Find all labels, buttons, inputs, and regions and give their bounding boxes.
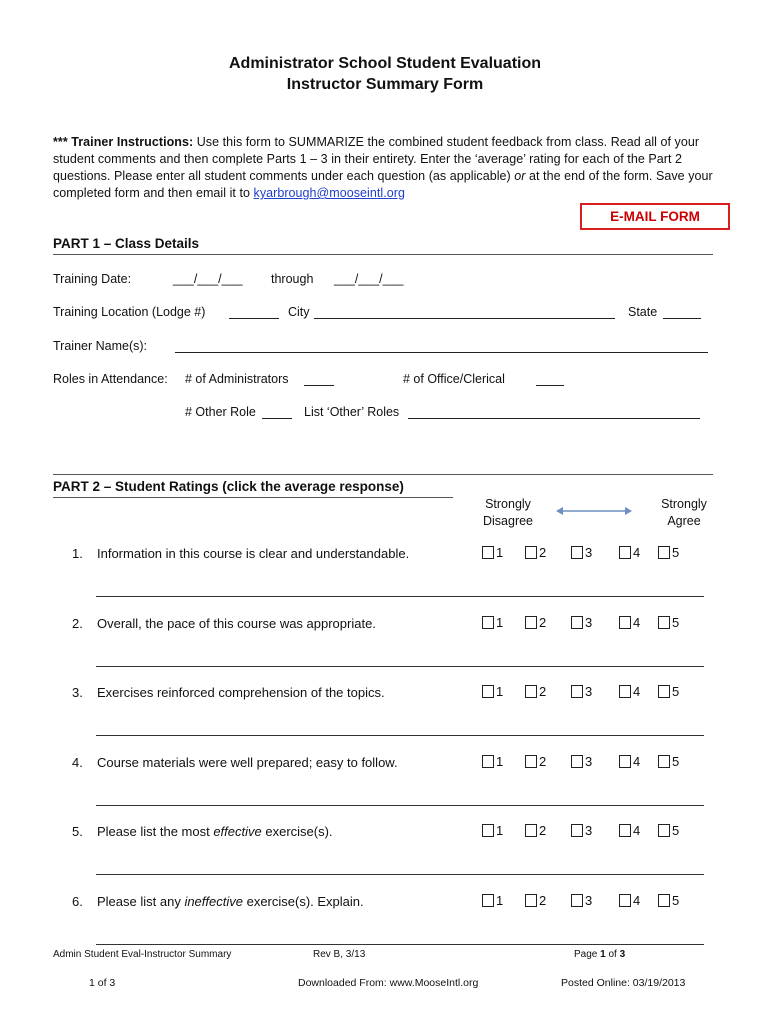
other-role-count-field[interactable] — [262, 406, 292, 422]
checkbox-icon[interactable] — [619, 824, 631, 837]
footer-page-total: 3 — [619, 949, 626, 960]
checkbox-icon[interactable] — [619, 685, 631, 698]
checkbox-icon[interactable] — [482, 685, 494, 698]
rating-option-label: 5 — [672, 545, 680, 560]
rating-option-3[interactable] — [571, 545, 592, 560]
city-field[interactable] — [314, 306, 615, 322]
rating-option-label: 1 — [496, 684, 504, 699]
comment-line[interactable] — [96, 666, 704, 667]
footer-posted-online: Posted Online: 03/19/2013 — [561, 977, 686, 989]
question-number: 1. — [72, 546, 83, 561]
checkbox-icon[interactable] — [525, 894, 537, 907]
rating-option-label: 1 — [496, 754, 504, 769]
lodge-number-field[interactable] — [229, 306, 279, 322]
question-text-main: Please list the most — [97, 824, 214, 839]
comment-line[interactable] — [96, 596, 704, 597]
list-other-roles-field[interactable] — [408, 406, 700, 422]
trainer-names-field[interactable] — [175, 340, 708, 356]
rating-option-3[interactable] — [571, 754, 592, 769]
checkbox-icon[interactable] — [571, 685, 583, 698]
scale-disagree-label — [470, 496, 546, 530]
rating-option-label: 4 — [633, 684, 641, 699]
rating-option-1[interactable] — [482, 545, 503, 560]
rating-option-5[interactable] — [658, 545, 679, 560]
instructions-or: or — [514, 169, 526, 183]
training-date-label: Training Date: — [53, 272, 132, 286]
rating-option-label: 4 — [633, 754, 641, 769]
checkbox-icon[interactable] — [571, 755, 583, 768]
comment-line[interactable] — [96, 874, 704, 875]
checkbox-icon[interactable] — [619, 894, 631, 907]
question-text — [97, 546, 409, 561]
footer-page-number: 1 — [600, 949, 606, 960]
trainer-instructions — [53, 134, 713, 202]
rating-option-5[interactable] — [658, 615, 679, 630]
rating-option-3[interactable] — [571, 615, 592, 630]
checkbox-icon[interactable] — [658, 616, 670, 629]
footer-document-name: Admin Student Eval-Instructor Summary — [53, 949, 232, 960]
part1-heading: PART 1 – Class Details — [53, 236, 200, 251]
checkbox-icon[interactable] — [571, 824, 583, 837]
checkbox-icon[interactable] — [619, 755, 631, 768]
checkbox-icon[interactable] — [482, 546, 494, 559]
checkbox-icon[interactable] — [658, 824, 670, 837]
rating-option-label: 2 — [539, 684, 547, 699]
trainer-names-label: Trainer Name(s): — [53, 339, 147, 353]
rating-option-label: 5 — [672, 615, 680, 630]
footer-page-indicator — [574, 949, 625, 960]
rating-option-label: 5 — [672, 754, 680, 769]
checkbox-icon[interactable] — [619, 546, 631, 559]
question-text — [97, 616, 376, 631]
scale-agree-label — [646, 496, 722, 530]
administrators-count-field[interactable] — [304, 373, 334, 389]
question-text — [97, 824, 333, 839]
comment-line[interactable] — [96, 944, 704, 945]
training-date-end-field[interactable]: ___/___/___ — [334, 272, 404, 286]
rating-option-label: 4 — [633, 545, 641, 560]
scale-double-arrow-icon — [556, 505, 632, 517]
rating-option-label: 2 — [539, 545, 547, 560]
rating-option-5[interactable] — [658, 754, 679, 769]
question-text-main: Exercises reinforced comprehension of the topics. — [97, 685, 385, 700]
administrators-label: # of Administrators — [185, 372, 289, 386]
question-text-main: Please list any — [97, 894, 185, 909]
comment-line[interactable] — [96, 805, 704, 806]
rating-option-label: 1 — [496, 545, 504, 560]
rating-option-5[interactable] — [658, 684, 679, 699]
question-number: 5. — [72, 824, 83, 839]
part1-rule — [53, 254, 713, 255]
rating-option-4[interactable] — [619, 615, 640, 630]
rating-option-3[interactable] — [571, 823, 592, 838]
rating-option-3[interactable] — [571, 893, 592, 908]
checkbox-icon[interactable] — [619, 616, 631, 629]
footer-page-of: of — [605, 949, 620, 960]
other-role-label: # Other Role — [185, 405, 256, 419]
rating-option-1[interactable] — [482, 893, 503, 908]
part2-heading: PART 2 – Student Ratings (click the average response) — [53, 479, 404, 494]
checkbox-icon[interactable] — [525, 824, 537, 837]
part2-rule — [53, 474, 713, 475]
rating-option-2[interactable] — [525, 823, 546, 838]
training-date-start-field[interactable]: ___/___/___ — [173, 272, 243, 286]
question-text-main: Course materials were well prepared; easy to follow. — [97, 755, 398, 770]
rating-option-2[interactable] — [525, 615, 546, 630]
rating-option-label: 5 — [672, 684, 680, 699]
rating-option-2[interactable] — [525, 893, 546, 908]
rating-option-4[interactable] — [619, 893, 640, 908]
scale-agree-line1: Strongly — [661, 497, 707, 511]
question-number: 2. — [72, 616, 83, 631]
form-title-line2: Instructor Summary Form — [286, 76, 484, 93]
rating-option-1[interactable] — [482, 754, 503, 769]
rating-option-label: 3 — [585, 754, 593, 769]
part2-heading-underline — [53, 497, 453, 498]
rating-option-4[interactable] — [619, 823, 640, 838]
checkbox-icon[interactable] — [658, 894, 670, 907]
state-label: State — [628, 305, 658, 319]
rating-option-2[interactable] — [525, 545, 546, 560]
footer-page-prefix: Page — [574, 949, 601, 960]
question-number: 4. — [72, 755, 83, 770]
question-text-emphasis: effective — [213, 824, 262, 839]
rating-option-4[interactable] — [619, 684, 640, 699]
city-label: City — [288, 305, 310, 319]
rating-option-label: 1 — [496, 823, 504, 838]
list-other-roles-label: List ‘Other’ Roles — [304, 405, 400, 419]
question-number: 6. — [72, 894, 83, 909]
email-link[interactable]: kyarbrough@mooseintl.org — [253, 186, 405, 200]
rating-option-1[interactable] — [482, 823, 503, 838]
question-text — [97, 755, 398, 770]
rating-option-4[interactable] — [619, 545, 640, 560]
rating-option-3[interactable] — [571, 684, 592, 699]
rating-option-1[interactable] — [482, 684, 503, 699]
checkbox-icon[interactable] — [482, 894, 494, 907]
question-text — [97, 685, 385, 700]
footer-page-count: 1 of 3 — [89, 977, 116, 989]
checkbox-icon[interactable] — [482, 755, 494, 768]
question-text-emphasis: ineffective — [184, 894, 243, 909]
rating-option-5[interactable] — [658, 893, 679, 908]
form-title-line1: Administrator School Student Evaluation — [228, 55, 542, 72]
office-clerical-count-field[interactable] — [536, 373, 564, 389]
footer-revision: Rev B, 3/13 — [313, 949, 366, 960]
question-text-main: Information in this course is clear and understandable. — [97, 546, 410, 561]
rating-option-label: 4 — [633, 893, 641, 908]
rating-option-label: 2 — [539, 754, 547, 769]
checkbox-icon[interactable] — [571, 616, 583, 629]
checkbox-icon[interactable] — [525, 546, 537, 559]
instructions-label: *** Trainer Instructions: — [53, 135, 194, 149]
footer-downloaded-from: Downloaded From: www.MooseIntl.org — [298, 977, 479, 989]
question-text — [97, 894, 364, 909]
rating-option-1[interactable] — [482, 615, 503, 630]
rating-option-label: 3 — [585, 615, 593, 630]
rating-option-5[interactable] — [658, 823, 679, 838]
scale-agree-line2: Agree — [667, 514, 701, 528]
checkbox-icon[interactable] — [658, 685, 670, 698]
checkbox-icon[interactable] — [571, 894, 583, 907]
roles-label: Roles in Attendance: — [53, 372, 168, 386]
question-text-end: exercise(s). — [261, 824, 333, 839]
rating-option-label: 2 — [539, 615, 547, 630]
rating-option-label: 3 — [585, 893, 593, 908]
instructions-text-a: Use this form to SUMMARIZE the combined student feedback from class. Read all of your student comments and then complete Parts 1 – 3 in their entirety. Enter the ‘average’ rating for each of the Part 2 questions. Please enter all student comments under each question (as applicable) — [53, 135, 700, 183]
checkbox-icon[interactable] — [525, 755, 537, 768]
question-number: 3. — [72, 685, 83, 700]
scale-disagree-line2: Disagree — [482, 514, 534, 528]
rating-option-label: 4 — [633, 615, 641, 630]
checkbox-icon[interactable] — [658, 755, 670, 768]
rating-option-label: 4 — [633, 823, 641, 838]
question-text-end: exercise(s). Explain. — [242, 894, 364, 909]
checkbox-icon[interactable] — [525, 685, 537, 698]
email-form-button[interactable]: E-MAIL FORM — [580, 203, 730, 230]
rating-option-2[interactable] — [525, 754, 546, 769]
checkbox-icon[interactable] — [571, 546, 583, 559]
rating-option-2[interactable] — [525, 684, 546, 699]
rating-option-label: 2 — [539, 823, 547, 838]
rating-option-4[interactable] — [619, 754, 640, 769]
office-clerical-label: # of Office/Clerical — [403, 372, 505, 386]
rating-option-label: 3 — [585, 684, 593, 699]
rating-option-label: 5 — [672, 823, 680, 838]
scale-disagree-line1: Strongly — [485, 497, 531, 511]
question-text-main: Overall, the pace of this course was appropriate. — [97, 616, 376, 631]
rating-option-label: 1 — [496, 615, 504, 630]
through-label: through — [271, 272, 314, 286]
rating-option-label: 5 — [672, 893, 680, 908]
instructions-text-b: at the end of the form. Save your completed form and then email it to — [53, 169, 713, 200]
state-field[interactable] — [663, 306, 701, 322]
rating-option-label: 3 — [585, 823, 593, 838]
checkbox-icon[interactable] — [658, 546, 670, 559]
rating-option-label: 1 — [496, 893, 504, 908]
comment-line[interactable] — [96, 735, 704, 736]
checkbox-icon[interactable] — [525, 616, 537, 629]
checkbox-icon[interactable] — [482, 616, 494, 629]
training-location-label: Training Location (Lodge #) — [53, 305, 206, 319]
checkbox-icon[interactable] — [482, 824, 494, 837]
rating-option-label: 3 — [585, 545, 593, 560]
rating-option-label: 2 — [539, 893, 547, 908]
